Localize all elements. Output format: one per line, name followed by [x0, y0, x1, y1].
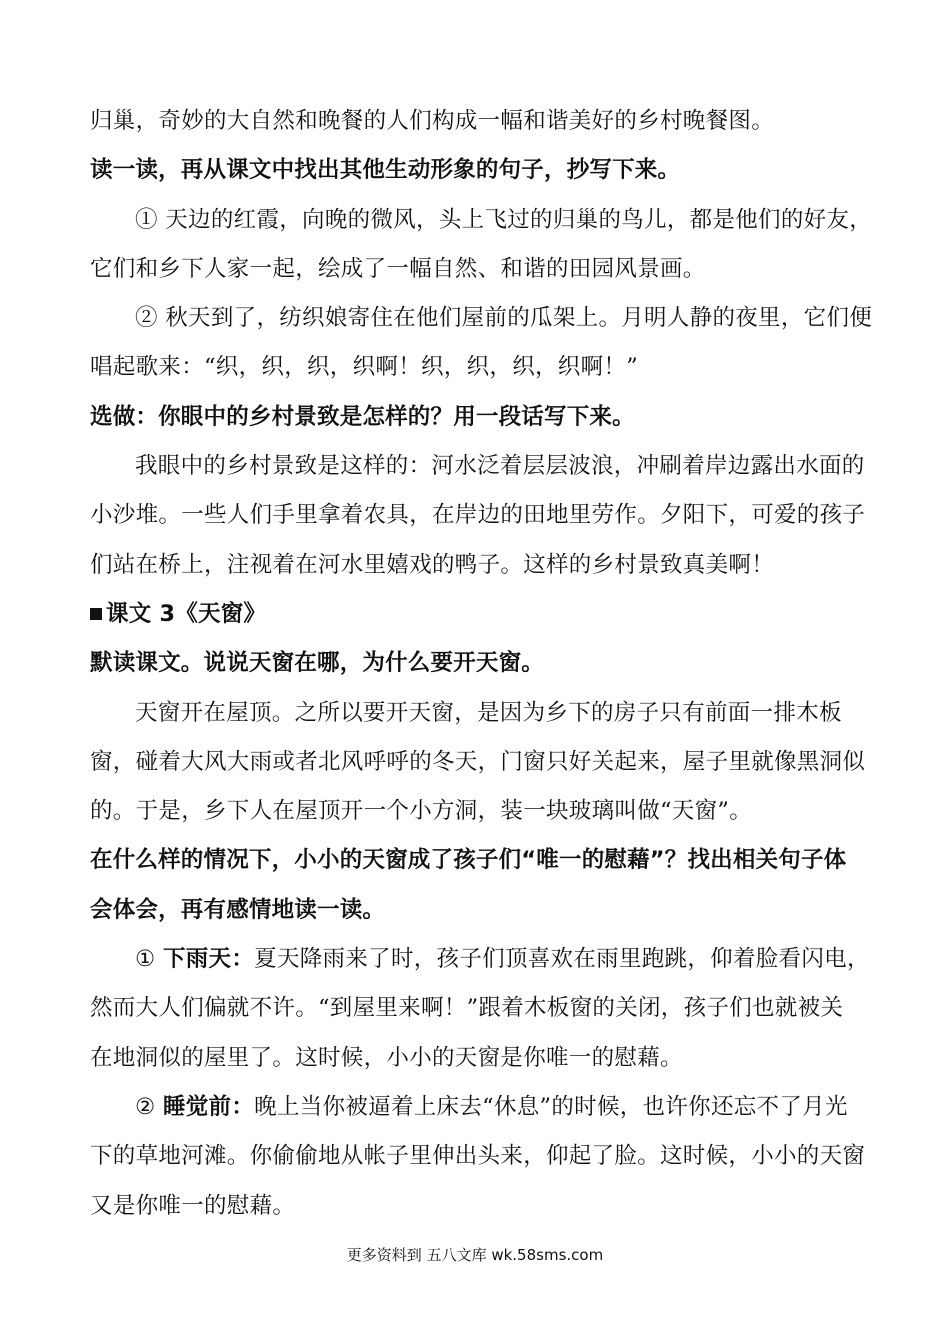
answer-line: 的。于是，乡下人在屋顶开一个小方洞，装一块玻璃叫做“天窗”。	[90, 798, 753, 825]
question-heading: 在什么样的情况下，小小的天窗成了孩子们“唯一的慰藉”？找出相关句子体	[90, 847, 847, 874]
question-heading: 选做：你眼中的乡村景致是怎样的？用一段话写下来。	[90, 403, 635, 430]
answer-line: 它们和乡下人家一起，绘成了一幅自然、和谐的田园风景画。	[90, 255, 706, 282]
answer-line: ② 秋天到了，纺织娘寄住在他们屋前的瓜架上。月明人静的夜里，它们便	[135, 305, 873, 332]
item-label: 睡觉前：	[162, 1093, 255, 1120]
answer-line: 在地洞似的屋里了。这时候，小小的天窗是你唯一的慰藉。	[90, 1044, 683, 1071]
answer-line: 天窗开在屋顶。之所以要开天窗，是因为乡下的房子只有前面一排木板	[135, 699, 842, 726]
item-text: 晚上当你被逼着上床去“休息”的时候，也许你还忘不了月光	[254, 1093, 848, 1120]
section-title: 课文 3《天窗》	[106, 600, 267, 627]
answer-line: 然而大人们偏就不许。“到屋里来啊！”跟着木板窗的关闭，孩子们也就被关	[90, 995, 844, 1022]
page-footer: 更多资料到 五八文库 wk.58sms.com	[346, 1246, 604, 1264]
paragraph-line: 归巢，奇妙的大自然和晚餐的人们构成一幅和谐美好的乡村晚餐图。	[90, 108, 775, 134]
item-text: 夏天降雨来了时，孩子们顶喜欢在雨里跑跳，仰着脸看闪电，	[254, 946, 870, 973]
answer-line	[90, 1087, 865, 1136]
answer-line: 我眼中的乡村景致是这样的：河水泛着层层波浪，冲刷着岸边露出水面的	[135, 453, 865, 480]
answer-line: 们站在桥上，注视着在河水里嬉戏的鸭子。这样的乡村景致真美啊！	[90, 551, 775, 578]
answer-line: ① 天边的红霞，向晚的微风，头上飞过的归巢的鸟儿，都是他们的好友，	[135, 206, 873, 233]
document-body	[90, 101, 873, 1235]
item-number: ②	[135, 1093, 163, 1120]
item-label: 下雨天：	[162, 946, 255, 973]
item-number: ①	[135, 946, 163, 973]
question-heading: 会体会，再有感情地读一读。	[90, 896, 386, 923]
question-heading: 默读课文。说说天窗在哪，为什么要开天窗。	[90, 650, 545, 677]
square-bullet-icon	[90, 608, 102, 620]
answer-line: 唱起歌来：“织，织，织，织啊！织，织，织，织啊！”	[90, 354, 639, 381]
question-heading: 读一读，再从课文中找出其他生动形象的句子，抄写下来。	[90, 157, 681, 184]
answer-line: 窗，碰着大风大雨或者北风呼呼的冬天，门窗只好关起来，屋子里就像黑洞似	[90, 748, 866, 775]
section-heading	[90, 594, 865, 643]
answer-line: 下的草地河滩。你偷偷地从帐子里伸出头来，仰起了脸。这时候，小小的天窗	[90, 1143, 866, 1170]
answer-line	[90, 939, 870, 988]
answer-line: 又是你唯一的慰藉。	[90, 1192, 296, 1219]
answer-line: 小沙堆。一些人们手里拿着农具，在岸边的田地里劳作。夕阳下，可爱的孩子	[90, 502, 866, 529]
